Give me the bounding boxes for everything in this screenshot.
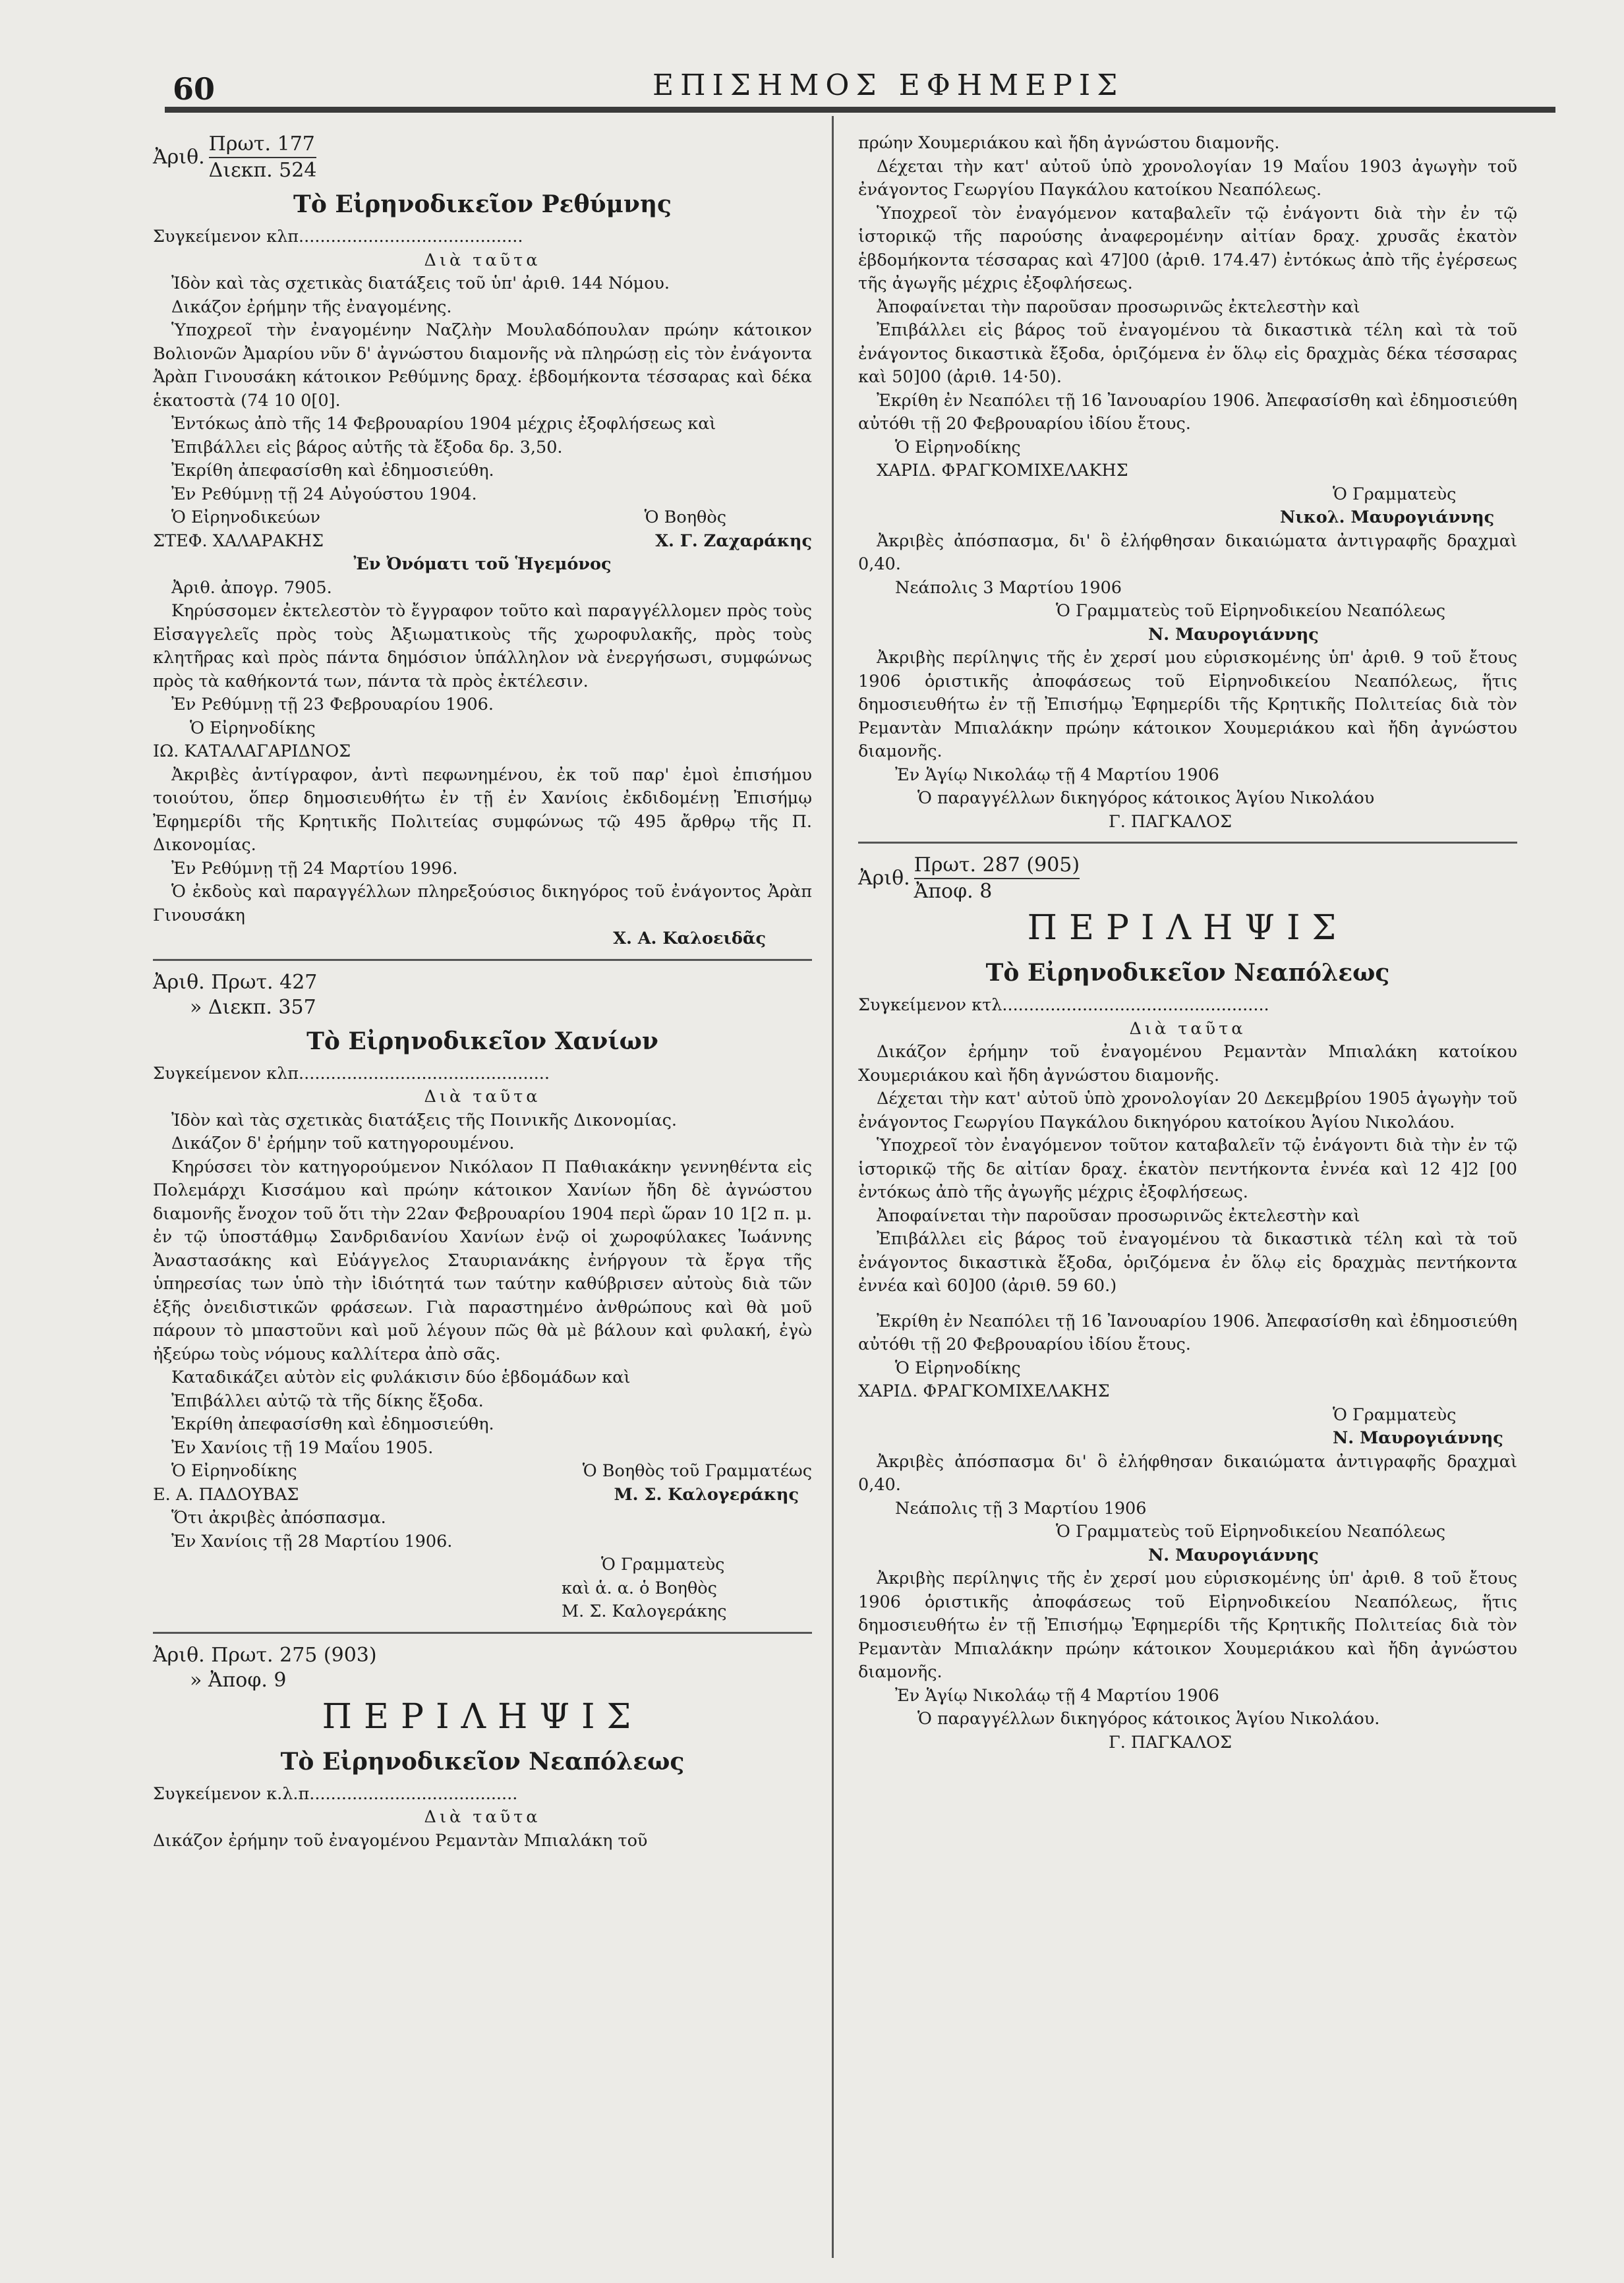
paragraph: Ἀκριβὲς ἀπόσπασμα δι' ὃ ἐλήφθησαν δικαιώματα ἀντιγραφῆς δραχμαὶ 0,40. xyxy=(858,1451,1517,1495)
paragraph: Καταδικάζει αὐτὸν εἰς φυλάκισιν δύο ἑβδομάδων καὶ xyxy=(171,1368,631,1387)
signature-title: Ὁ Βοηθὸς xyxy=(644,507,726,527)
paragraph: Δικάζον ἐρήμην τοῦ ἐναγομένου Ρεμαντὰν Μπιαλάκη τοῦ xyxy=(153,1830,648,1851)
paragraph: Ἐκρίθη ἀπεφασίσθη καὶ ἐδημοσιεύθη. xyxy=(171,461,494,480)
sygkeimenon: Συγκείμενον κ.λ.π....................................... xyxy=(153,1783,518,1804)
paragraph: Ὑποχρεοῖ τὴν ἐναγομένην Ναζλὴν Μουλαδόπουλαν πρώην κάτοικον Βολιονῶν Ἀμαρίου νῦν δ' ἀγνώστου διαμονῆς νὰ πληρώσῃ εἰς τὸν ἐνάγοντα Ἀρὰπ Γινουσάκη κάτοικον Ρεθύμνης δραχ. ἑβδομήκοντα τέσσαρας καὶ δέκα ἑκατοστὰ (74 10 0[0]. xyxy=(153,320,812,411)
paragraph: Ὁ ἐκδοὺς καὶ παραγγέλλων πληρεξούσιος δικηγόρος τοῦ ἐνάγοντος Ἀρὰπ Γινουσάκη xyxy=(153,882,812,925)
court-title: Τὸ Εἰρηνοδικεῖον Ρεθύμνης xyxy=(293,190,672,218)
paragraph: πρώην Χουμεριάκου καὶ ἤδη ἀγνώστου διαμονῆς. xyxy=(858,133,1280,153)
section-divider xyxy=(153,1632,812,1634)
signature-title: Ὁ παραγγέλλων δικηγόρος κάτοικος Ἁγίου Νικολάου xyxy=(917,788,1375,808)
signature-name: Ν. Μαυρογιάννης xyxy=(1148,1545,1319,1565)
ref-prot: Πρωτ. 287 (905) xyxy=(914,853,1080,879)
signature-title: Ὁ Γραμματεὺς xyxy=(601,1555,725,1575)
ref-prot: Πρωτ. 177 xyxy=(209,132,317,158)
paragraph: Δικάζον δ' ἐρήμην τοῦ κατηγορουμένου. xyxy=(171,1134,515,1153)
ref-prot: Ἀριθ. Πρωτ. 275 (903) xyxy=(153,1643,377,1667)
court-title: Τὸ Εἰρηνοδικεῖον Χανίων xyxy=(306,1027,658,1055)
paragraph: Δικάζον ἐρήμην τῆς ἐναγομένης. xyxy=(171,297,452,317)
signature-title: Ὁ Γραμματεὺς τοῦ Εἰρηνοδικείου Νεαπόλεως xyxy=(1056,1522,1446,1542)
in-the-name: Ἐν Ὀνόματι τοῦ Ἡγεμόνος xyxy=(353,554,612,574)
paragraph: Κηρύσσει τὸν κατηγορούμενον Νικόλαον Π Παθιακάκην γεννηθέντα εἰς Πολεμάρχι Κισσάμου καὶ πρώην κάτοικον Χανίων ἤδη δὲ ἀγνώστου διαμονῆς ἔνοχον τοῦ ὅτι τὴν 22αν Φεβρουαρίου 1904 περὶ ὥραν 10 1[2 π. μ. ἐν τῷ ὑποστάθμῳ Σανδριδανίου Χανίων ἐνῷ οἱ χωροφύλακες Ἰωάννης Ἀναστασάκης καὶ Εὐάγγελος Σταυριανάκης ἐνήργουν τὰ ἔργα τῆς ὑπηρεσίας των ὑπὸ τὴν ἰδιότητά των ταύτην καθύβρισεν αὐτοὺς διὰ τῶν ἑξῆς ὀνειδιστικῶν φράσεων. Γιὰ παραστημένο ἀνθρώπους καὶ θὰ μοῦ πάρουν τὸ μπαστοῦνι καὶ μοῦ λέγουν πῶς θὰ μὲ βάλουν καὶ φυλακή, ἐγὼ ἠξεύρω τοὺς νόμους καλλίτερα ἀπὸ σᾶς. xyxy=(153,1157,812,1364)
signature-name: Γ. ΠΑΓΚΑΛΟΣ xyxy=(1109,1732,1232,1752)
apografi-number: Ἀριθ. ἀπογρ. 7905. xyxy=(171,577,332,598)
court-title: Τὸ Εἰρηνοδικεῖον Νεαπόλεως xyxy=(280,1747,685,1776)
paragraph: Κηρύσσομεν ἐκτελεστὸν τὸ ἔγγραφον τοῦτο καὶ παραγγέλλομεν πρὸς τοὺς Εἰσαγγελεῖς πρὸς τοὺς Ἀξιωματικοὺς τῆς χωροφυλακῆς, πρὸς τοὺς κλητῆρας καὶ πρὸς πάντα δημόσιον ὑπάλληλον νὰ ἐνεργήσωσι, συμφώνως πρὸς τὰ καθήκοντά των, πάντα τὰ πρὸς ἐκτέλεσιν. xyxy=(153,601,812,691)
date-line: Νεάπολις 3 Μαρτίου 1906 xyxy=(895,577,1122,598)
paragraph: Ἐκρίθη ἀπεφασίσθη καὶ ἐδημοσιεύθη. xyxy=(171,1414,494,1434)
signature-name: Ν. Μαυρογιάννης xyxy=(1148,624,1319,645)
paragraph: Δικάζον ἐρήμην τοῦ ἐναγομένου Ρεμαντὰν Μπιαλάκη κατοίκου Χουμεριάκου καὶ ἤδη ἀγνώστου διαμονῆς. xyxy=(858,1042,1517,1085)
paragraph: Ἀκριβὴς περίληψις τῆς ἐν χερσί μου εὑρισκομένης ὑπ' ἀριθ. 9 τοῦ ἔτους 1906 ὁριστικῆς ἀποφάσεως τοῦ Εἰρηνοδικείου Νεαπόλεως, ἥτις δημοσιευθήτω ἐν τῇ Ἐπισήμῳ Ἐφημερίδι τῆς Κρητικῆς Πολιτείας διὰ τὸν Ρεμαντὰν Μπιαλάκην πρώην κάτοικον Χουμεριάκου καὶ ἤδη ἀγνώστου διαμονῆς. xyxy=(858,648,1517,761)
notice-neapoli-9-continued xyxy=(858,132,1517,834)
signature-title: Ὁ Εἰρηνοδίκης xyxy=(190,718,316,738)
paragraph: Ἀκριβὲς ἀπόσπασμα, δι' ὃ ἐλήφθησαν δικαιώματα ἀντιγραφῆς δραχμαὶ 0,40. xyxy=(858,531,1517,574)
signature-name: ΣΤΕΦ. ΧΑΛΑΡΑΚΗΣ xyxy=(153,531,324,551)
ref-arith: Ἀριθ. xyxy=(153,146,205,169)
ref-prot: Ἀριθ. Πρωτ. 427 xyxy=(153,970,318,994)
paragraph: Ἐπιβάλλει εἰς βάρος αὐτῆς τὰ ἔξοδα δρ. 3,50. xyxy=(171,437,563,457)
sygkeimenon: Συγκείμενον κτλ.................................................. xyxy=(858,995,1269,1015)
court-title: Τὸ Εἰρηνοδικεῖον Νεαπόλεως xyxy=(985,959,1390,987)
signature-name: Γ. ΠΑΓΚΑΛΟΣ xyxy=(1109,811,1232,832)
signature-title: Ὁ Γραμματεὺς xyxy=(1333,484,1457,504)
paragraph: Ἐπιβάλλει εἰς βάρος τοῦ ἐναγομένου τὰ δικαστικὰ τέλη καὶ τὰ τοῦ ἐνάγοντος δικαστικὰ ἔξοδα, ὁριζόμενα ἐν ὅλῳ εἰς δραχμὰς δέκα τέσσαρας καὶ 50]00 (ἀριθ. 14·50). xyxy=(858,320,1517,387)
signature-title: Ὁ Εἰρηνοδίκης xyxy=(171,1461,297,1481)
signature-title: Ὁ Εἰρηνοδίκης xyxy=(895,1358,1021,1378)
paragraph: Ἐπιβάλλει αὐτῷ τὰ τῆς δίκης ἔξοδα. xyxy=(171,1391,484,1411)
sygkeimenon: Συγκείμενον κλπ............................................... xyxy=(153,1063,550,1084)
left-column xyxy=(153,132,812,1853)
paragraph: Δέχεται τὴν κατ' αὐτοῦ ὑπὸ χρονολογίαν 19 Μαΐου 1903 ἀγωγὴν τοῦ ἐνάγοντος Γεωργίου Παγκάλου κατοίκου Νεαπόλεως. xyxy=(858,156,1517,200)
paragraph: Ἰδὸν καὶ τὰς σχετικὰς διατάξεις τῆς Ποινικῆς Δικονομίας. xyxy=(171,1110,678,1130)
date-line: Ἐν Ἁγίῳ Νικολάῳ τῇ 4 Μαρτίου 1906 xyxy=(895,765,1219,785)
date-line: Ἐν Χανίοις τῇ 28 Μαρτίου 1906. xyxy=(171,1531,453,1551)
signature-name: Μ. Σ. Καλογεράκης xyxy=(562,1602,727,1621)
date-line: Ἐν Ἁγίῳ Νικολάῳ τῇ 4 Μαρτίου 1906 xyxy=(895,1685,1219,1706)
paragraph: Δέχεται τὴν κατ' αὐτοῦ ὑπὸ χρονολογίαν 20 Δεκεμβρίου 1905 ἀγωγὴν τοῦ ἐνάγοντος Γεωργίου Παγκάλου δικηγόρου κατοίκου Ἁγίου Νικολάου. xyxy=(858,1089,1517,1132)
ref-diekp: Διεκπ. 524 xyxy=(208,159,317,182)
signature-name: Νικολ. Μαυρογιάννης xyxy=(1280,507,1495,527)
date-line: Νεάπολις τῇ 3 Μαρτίου 1906 xyxy=(895,1498,1147,1518)
signature-row xyxy=(153,1484,812,1507)
ref-diekp: » Διεκπ. 357 xyxy=(190,995,316,1019)
signature-name: Μ. Σ. Καλογεράκης xyxy=(614,1484,799,1505)
paragraph: Ἀκριβὲς ἀντίγραφον, ἀντὶ πεφωνημένου, ἐκ τοῦ παρ' ἐμοὶ ἐπισήμου τοιούτου, ὅπερ δημοσιευθήτω ἐν τῇ ἐν Χανίοις ἐκδιδομένῃ Ἐπισήμῳ Ἐφημερίδι τῆς Κρητικῆς Πολιτείας συμφώνως τῷ 495 ἄρθρῳ τῆς Π. Δικονομίας. xyxy=(153,765,812,855)
signature-title: καὶ ἁ. α. ὁ Βοηθὸς xyxy=(562,1578,717,1598)
paragraph: Ἐντόκως ἀπὸ τῆς 14 Φεβρουαρίου 1904 μέχρις ἐξοφλήσεως καὶ xyxy=(171,414,716,434)
gazette-title: ΕΠΙΣΗΜΟΣ ΕΦΗΜΕΡΙΣ xyxy=(652,69,1124,102)
signature-title: Ὁ Βοηθὸς τοῦ Γραμματέως xyxy=(582,1461,812,1481)
signature-name: Χ. Α. Καλοειδᾶς xyxy=(613,929,766,948)
signature-row xyxy=(153,506,812,530)
reference-block xyxy=(153,132,812,183)
signature-name: Χ. Γ. Ζαχαράκης xyxy=(655,531,812,551)
dia-tauta: Διὰ ταῦτα xyxy=(424,1807,541,1827)
column-divider xyxy=(832,116,834,2258)
signature-name: ΙΩ. ΚΑΤΑΛΑΓΑΡΙΔΝΟΣ xyxy=(153,741,351,761)
paragraph: Ὑποχρεοῖ τὸν ἐναγόμενον τοῦτον καταβαλεῖν τῷ ἐνάγοντι διὰ τὴν ἐν τῷ ἱστορικῷ τῆς δε αἰτίαν δραχ. ἑκατὸν πεντήκοντα ἐννέα καὶ 12 4]2 [00 ἐντόκως ἀπὸ τῆς ἀγωγῆς μέχρις ἐξοφλήσεως. xyxy=(858,1136,1517,1202)
signature-title: Ὁ Εἰρηνοδίκης xyxy=(895,437,1021,457)
notice-chania xyxy=(153,970,812,1624)
paragraph: Ἐκρίθη ἐν Νεαπόλει τῇ 16 Ἰανουαρίου 1906. Ἀπεφασίσθη καὶ ἐδημοσιεύθη αὐτόθι τῇ 20 Φεβρουαρίου ἰδίου ἔτους. xyxy=(858,1311,1517,1354)
signature-row xyxy=(153,1460,812,1484)
paragraph: Ἀποφαίνεται τὴν παροῦσαν προσωρινῶς ἐκτελεστὴν καὶ xyxy=(877,297,1360,317)
signature-row xyxy=(153,530,812,554)
section-divider xyxy=(153,959,812,961)
signature-title: Ὁ Γραμματεὺς τοῦ Εἰρηνοδικείου Νεαπόλεως xyxy=(1056,601,1446,621)
perilipsis-heading: ΠΕΡΙΛΗΨΙΣ xyxy=(322,1696,643,1737)
signature-name: Ν. Μαυρογιάννης xyxy=(1333,1428,1503,1448)
ref-apof: » Ἀποφ. 9 xyxy=(190,1668,287,1692)
paragraph: Ἐν Χανίοις τῇ 19 Μαΐου 1905. xyxy=(171,1437,434,1458)
signature-name: ΧΑΡΙΔ. ΦΡΑΓΚΟΜΙΧΕΛΑΚΗΣ xyxy=(858,1381,1110,1401)
paragraph: Ἐκρίθη ἐν Νεαπόλει τῇ 16 Ἰανουαρίου 1906. Ἀπεφασίσθη καὶ ἐδημοσιεύθη αὐτόθι τῇ 20 Φεβρουαρίου ἰδίου ἔτους. xyxy=(858,390,1517,434)
ref-arith: Ἀριθ. xyxy=(858,867,910,890)
perilipsis-heading: ΠΕΡΙΛΗΨΙΣ xyxy=(1027,908,1348,948)
reference-block xyxy=(858,853,1517,904)
date-line: Ἐν Ρεθύμνῃ τῇ 24 Μαρτίου 1996. xyxy=(171,858,458,879)
signature-title: Ὁ Εἰρηνοδικεύων xyxy=(171,507,321,527)
date-line: Ἐν Ρεθύμνῃ τῇ 23 Φεβρουαρίου 1906. xyxy=(171,695,494,714)
notice-neapoli-8 xyxy=(858,853,1517,1754)
dia-tauta: Διὰ ταῦτα xyxy=(424,250,541,270)
sygkeimenon: Συγκείμενον κλπ.......................................... xyxy=(153,227,523,246)
notice-rethymno xyxy=(153,132,812,951)
dia-tauta: Διὰ ταῦτα xyxy=(1129,1018,1246,1039)
ref-apof: Ἀποφ. 8 xyxy=(914,880,993,903)
paragraph: Ὅτι ἀκριβὲς ἀπόσπασμα. xyxy=(171,1508,386,1528)
section-divider xyxy=(858,842,1517,844)
paragraph: Ἀποφαίνεται τὴν παροῦσαν προσωρινῶς ἐκτελεστὴν καὶ xyxy=(877,1205,1360,1226)
paragraph: Ἀκριβὴς περίληψις τῆς ἐν χερσί μου εὑρισκομένης ὑπ' ἀριθ. 8 τοῦ ἔτους 1906 ὁριστικῆς ἀποφάσεως τοῦ Εἰρηνοδικείου Νεαπόλεως, ἥτις δημοσιευθήτω ἐν τῇ Ἐπισήμῳ Ἐφημερίδι τῆς Κρητικῆς Πολιτείας διὰ τὸν Ρεμαντὰν Μπιαλάκην πρώην κάτοικον Χουμεριάκου καὶ ἤδη ἀγνώστου διαμονῆς. xyxy=(858,1569,1517,1682)
signature-title: Ὁ παραγγέλλων δικηγόρος κάτοικος Ἁγίου Νικολάου. xyxy=(917,1709,1380,1729)
page-number: 60 xyxy=(173,71,216,107)
paragraph: Ἰδὸν καὶ τὰς σχετικὰς διατάξεις τοῦ ὑπ' ἀριθ. 144 Νόμου. xyxy=(171,274,670,293)
right-column xyxy=(858,132,1517,1754)
dia-tauta: Διὰ ταῦτα xyxy=(424,1087,541,1107)
signature-title: Ὁ Γραμματεὺς xyxy=(1333,1404,1457,1425)
header-rule xyxy=(165,107,1555,113)
paragraph: Ἐν Ρεθύμνῃ τῇ 24 Αὐγούστου 1904. xyxy=(171,484,477,504)
signature-name: Ε. Α. ΠΑΔΟΥΒΑΣ xyxy=(153,1484,299,1505)
signature-name: ΧΑΡΙΔ. ΦΡΑΓΚΟΜΙΧΕΛΑΚΗΣ xyxy=(877,461,1128,480)
paragraph: Ὑποχρεοῖ τὸν ἐναγόμενον καταβαλεῖν τῷ ἐνάγοντι διὰ τὴν ἐν τῷ ἱστορικῷ τῆς παρούσης ἀναφερομένην αἰτίαν δραχ. χρυσᾶς ἑκατὸν ἑβδομήκοντα τέσσαρας καὶ 47]00 (ἀριθ. 174.47) ἐντόκως ἀπὸ τῆς ἐγέρσεως τῆς ἀγωγῆς μέχρις ἐξοφλήσεως. xyxy=(858,203,1517,293)
paragraph: Ἐπιβάλλει εἰς βάρος τοῦ ἐναγομένου τὰ δικαστικὰ τέλη καὶ τὰ τοῦ ἐνάγοντος δικαστικὰ ἔξοδα, ὁριζόμενα ἐν ὅλῳ εἰς δραχμὰς πεντήκοντα ἐννέα καὶ 60]00 (ἀριθ. 59 60.) xyxy=(858,1229,1517,1296)
notice-neapoli-9 xyxy=(153,1643,812,1853)
